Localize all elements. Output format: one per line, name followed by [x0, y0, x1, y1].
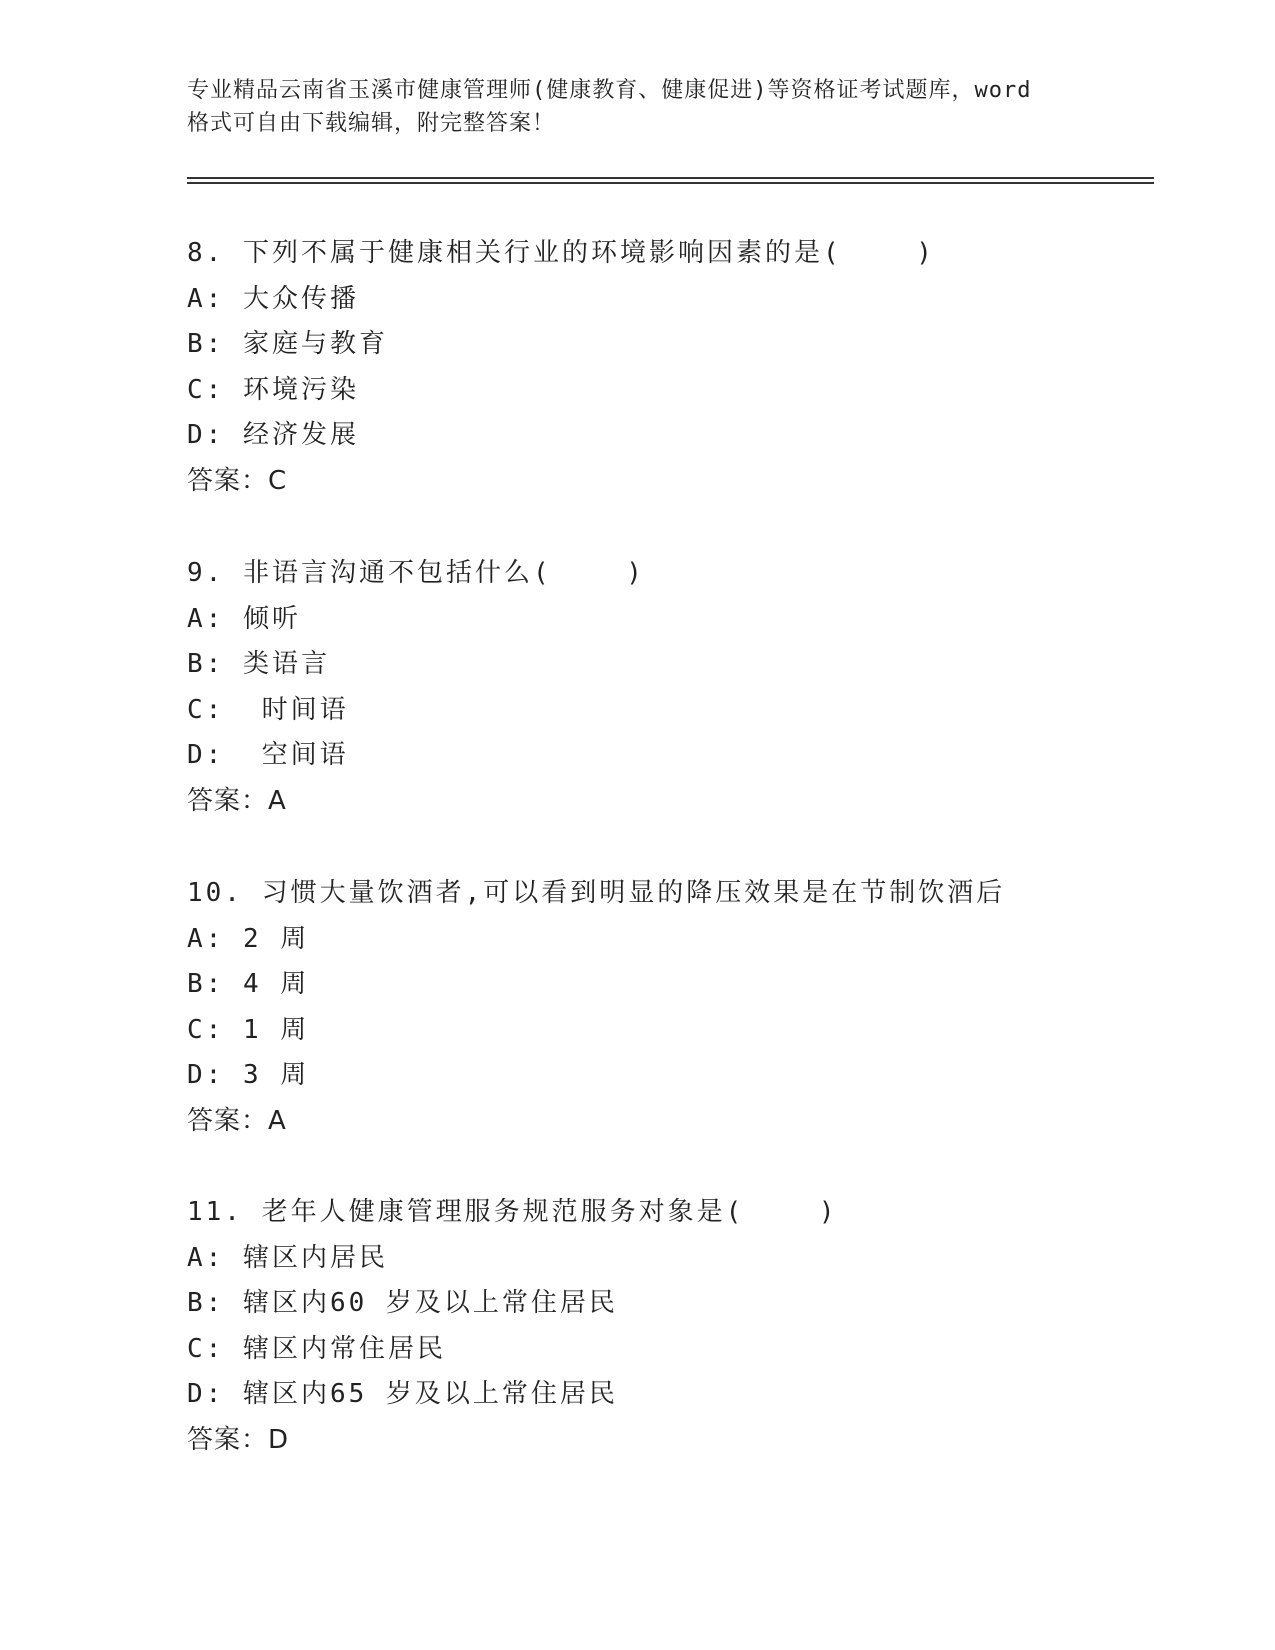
option-d: D: 空间语 [187, 740, 349, 770]
question-stem: 10. 习惯大量饮酒者,可以看到明显的降压效果是在节制饮酒后 [187, 878, 1006, 908]
option-a: A: 倾听 [187, 603, 301, 634]
document-header [187, 74, 1087, 140]
option-c: C: 1 周 [187, 1014, 310, 1045]
option-b: B: 类语言 [187, 649, 330, 679]
option-a: A: 辖区内居民 [187, 1242, 388, 1273]
option-c: C: 辖区内常住居民 [187, 1333, 446, 1364]
header-divider-bottom [187, 182, 1154, 184]
option-d: D: 经济发展 [187, 420, 359, 450]
answer-line: 答案：A [187, 1105, 287, 1136]
question-stem: 11. 老年人健康管理服务规范服务对象是( ) [187, 1197, 838, 1227]
option-c: C: 环境污染 [187, 374, 359, 405]
option-a: A: 大众传播 [187, 283, 359, 314]
question-block [187, 871, 1147, 1144]
question-block [187, 231, 1147, 504]
option-b: B: 辖区内60 岁及以上常住居民 [187, 1288, 618, 1318]
option-d: D: 3 周 [187, 1060, 310, 1090]
answer-line: 答案：D [187, 1424, 290, 1455]
option-a: A: 2 周 [187, 923, 310, 954]
header-divider-top [187, 177, 1154, 179]
answer-line: 答案：C [187, 465, 288, 496]
question-stem: 8. 下列不属于健康相关行业的环境影响因素的是( ) [187, 238, 935, 268]
question-block [187, 1190, 1147, 1463]
option-b: B: 4 周 [187, 969, 310, 999]
header-line-1: 专业精品云南省玉溪市健康管理师(健康教育、健康促进)等资格证考试题库，word [187, 78, 1032, 103]
option-b: B: 家庭与教育 [187, 329, 388, 359]
header-line-2: 格式可自由下载编辑，附完整答案！ [187, 111, 556, 136]
answer-line: 答案：A [187, 785, 287, 816]
question-block [187, 551, 1147, 824]
option-d: D: 辖区内65 岁及以上常住居民 [187, 1379, 618, 1409]
question-stem: 9. 非语言沟通不包括什么( ) [187, 558, 645, 588]
option-c: C: 时间语 [187, 694, 349, 725]
